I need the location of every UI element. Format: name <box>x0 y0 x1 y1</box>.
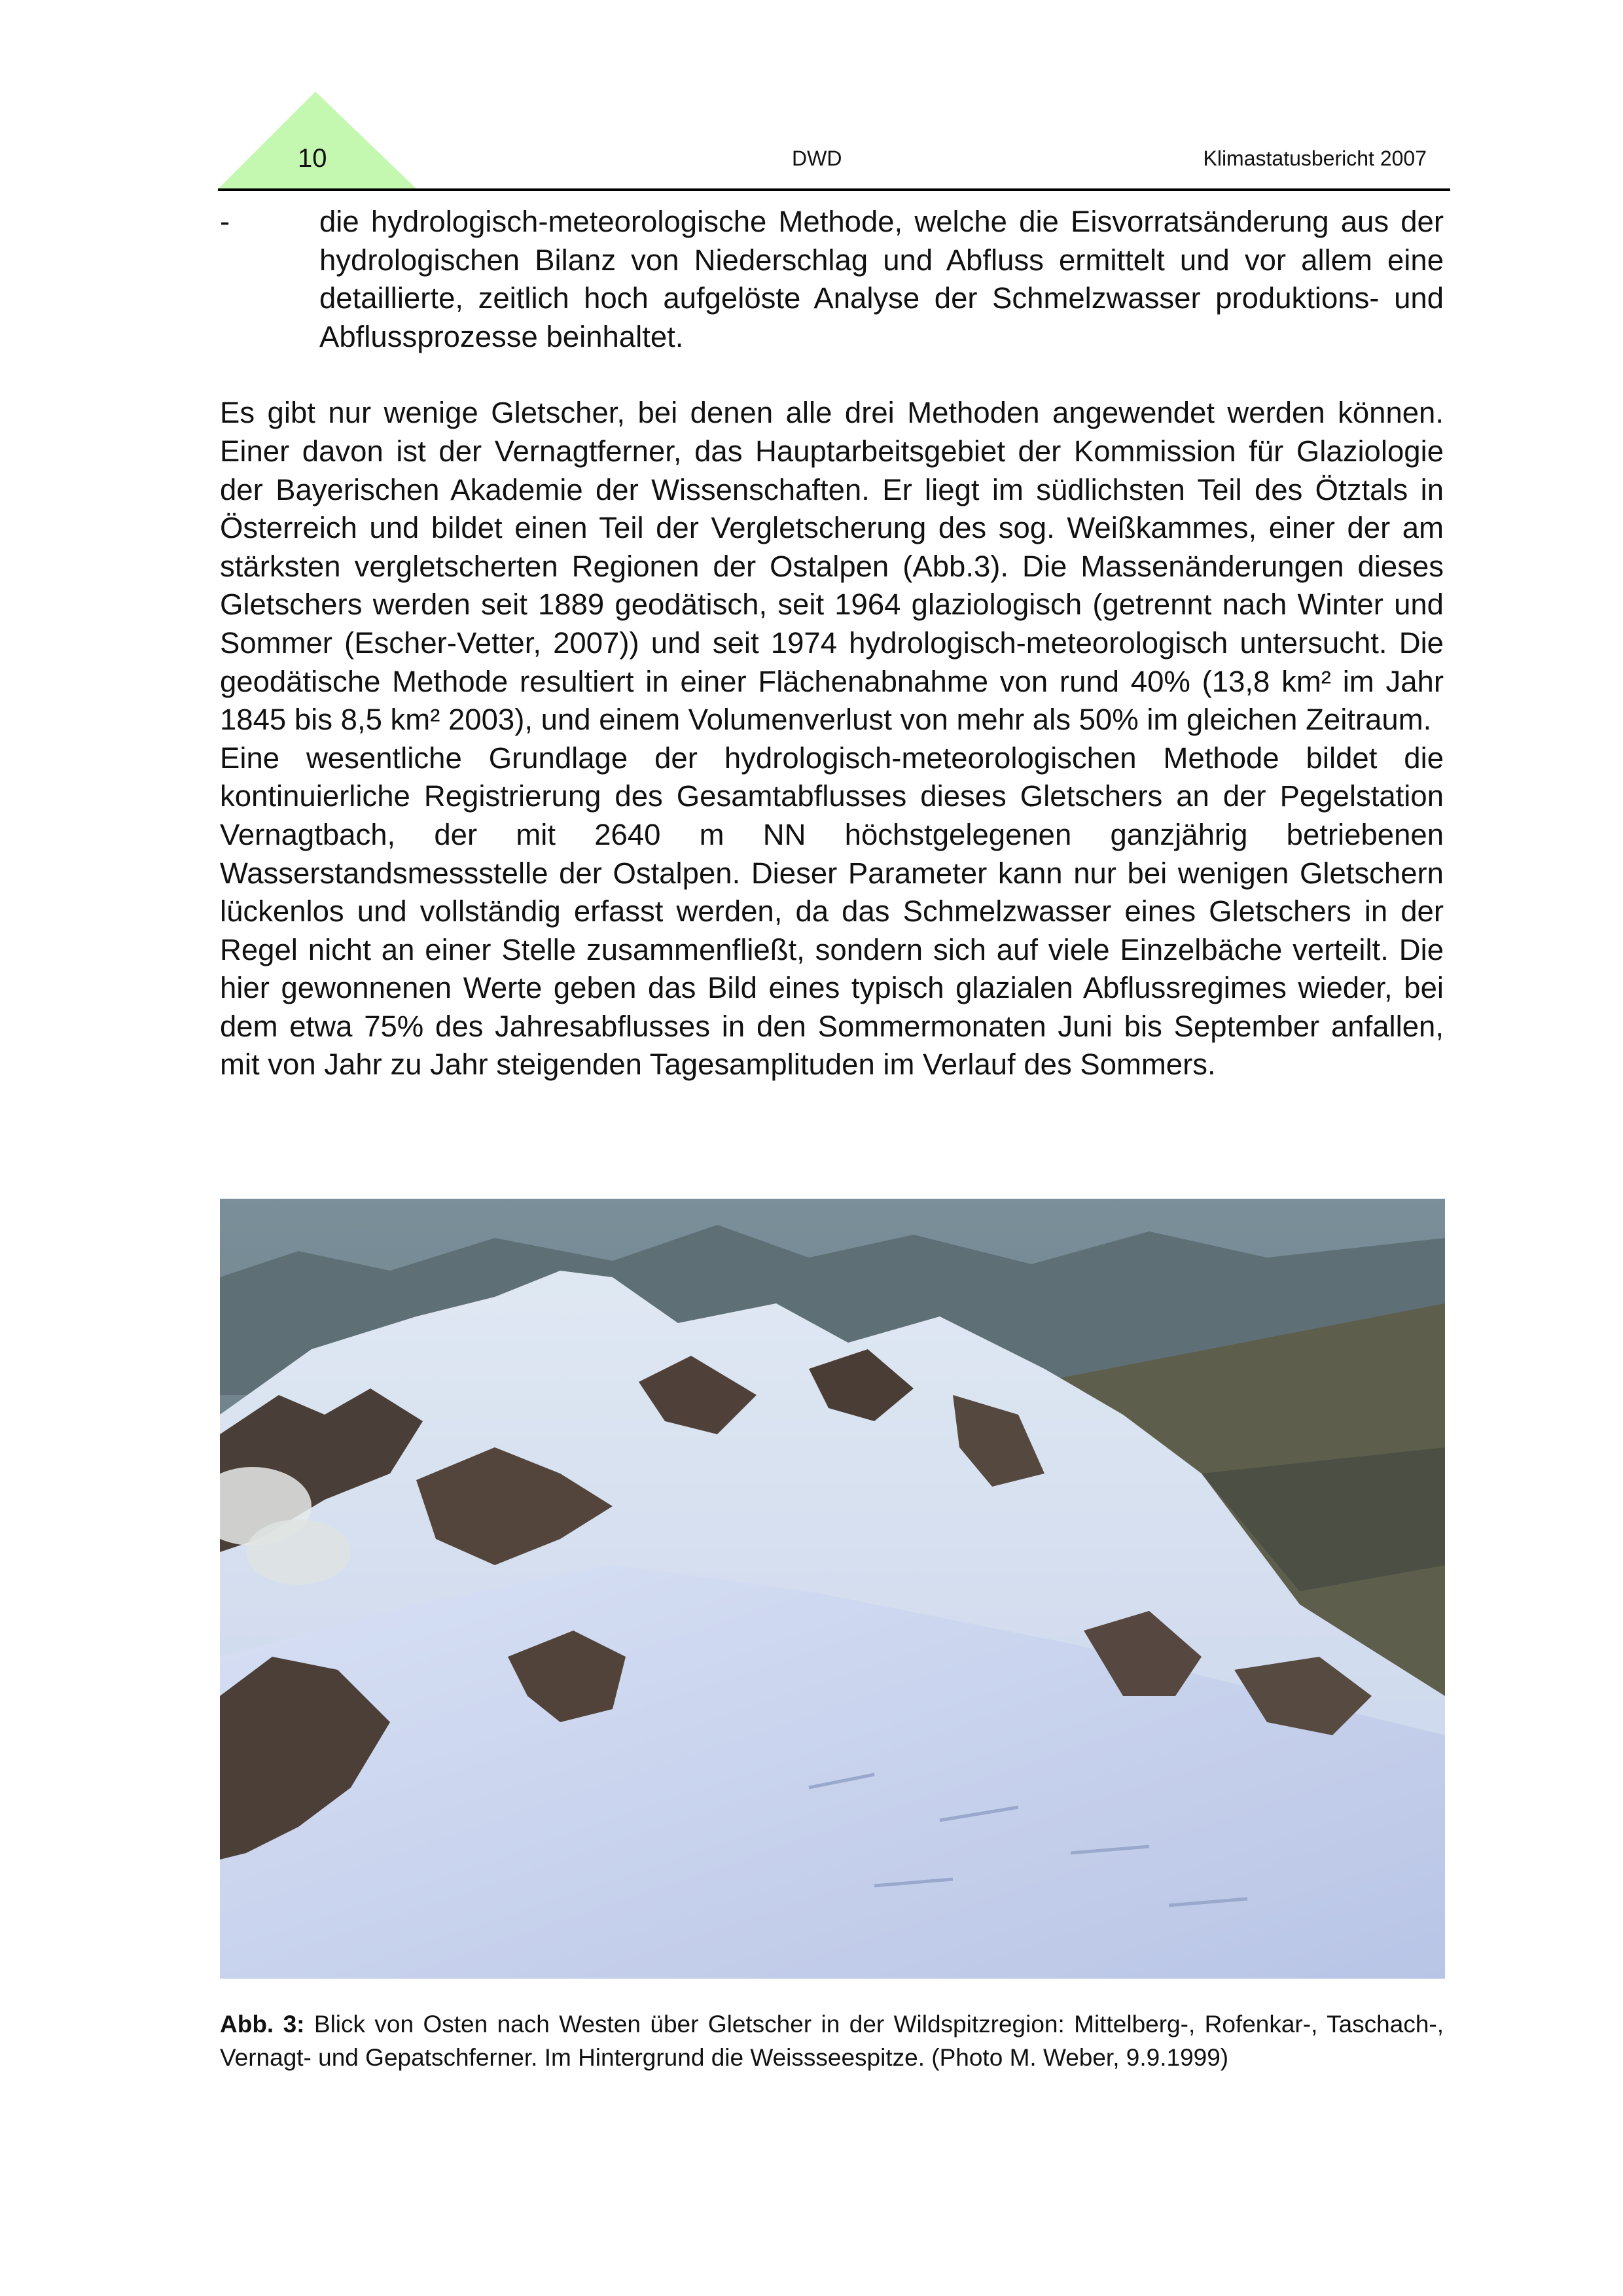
header-report-title: Klimastatusbericht 2007 <box>1203 147 1427 170</box>
bullet-text: die hydrologisch-meteorologische Methode, welche die Eisvorratsänderung aus der hydrologischen Bilanz von Niederschlag und Abfluss ermittelt und vor allem eine detaillierte, zeitlich hoch aufgelöste Analyse der Schmelzwasser produktions- und Abflussprozesse beinhaltet. <box>319 205 1444 353</box>
page-number-triangle <box>216 92 425 191</box>
paragraph-abflussregime: Eine wesentliche Grundlage der hydrologisch-meteorologischen Methode bildet die kontinuierliche Registrierung des Gesamtabflusses dieses Gletschers an der Pegelstation Vernagtbach, der mit 2640 m NN höchstgelegenen ganzjährig betriebenen Wasserstandsmessstelle der Ostalpen. Dieser Parameter kann nur bei wenigen Gletschern lückenlos und vollständig erfasst werden, da das Schmelzwasser eines Gletschers in der Regel nicht an einer Stelle zusammenfließt, sondern sich auf viele Einzelbäche verteilt. Die hier gewonnenen Werte geben das Bild eines typisch glazialen Abflussregimes wieder, bei dem etwa 75% des Jahresabflusses in den Sommermonaten Juni bis September anfallen, mit von Jahr zu Jahr steigenden Tagesamplituden im Verlauf des Sommers. <box>220 741 1444 1082</box>
page-number: 10 <box>298 144 327 173</box>
body-text <box>220 203 1444 1084</box>
header-publisher: DWD <box>792 147 842 170</box>
bullet-marker: - <box>220 205 230 238</box>
page-header <box>0 0 1623 196</box>
paragraph-vernagtferner: Es gibt nur wenige Gletscher, bei denen alle drei Methoden angewendet werden können. Einer davon ist der Vernagtferner, das Hauptarbeitsgebiet der Kommission für Glaziologie der Bayerischen Akademie der Wissenschaften. Er liegt im südlichsten Teil des Ötztals in Österreich und bildet einen Teil der Vergletscherung des sog. Weißkammes, einer der am stärksten vergletscherten Regionen der Ostalpen (Abb.3). Die Massenänderungen dieses Gletschers werden seit 1889 geodätisch, seit 1964 glaziologisch (getrennt nach Winter und Sommer (Escher-Vetter, 2007)) und seit 1974 hydrologisch-meteorologisch untersucht. Die geodätische Methode resultiert in einer Flächenabnahme von rund 40% (13,8 km² im Jahr 1845 bis 8,5 km² 2003), und einem Volumenverlust von mehr als 50% im gleichen Zeitraum. <box>220 396 1444 737</box>
caption-label: Abb. 3: <box>220 2011 305 2038</box>
glacier-photo <box>220 1199 1445 1979</box>
figure-caption <box>220 2007 1444 2074</box>
bullet-item <box>220 203 1444 356</box>
caption-text: Blick von Osten nach Westen über Gletscher in der Wildspitzregion: Mittelberg-, Rofenkar-, Taschach-, Vernagt- und Gepatschferner. Im Hintergrund die Weissseespitze. (Photo M. Weber, 9.9.1999) <box>220 2011 1444 2071</box>
header-rule <box>218 188 1450 191</box>
